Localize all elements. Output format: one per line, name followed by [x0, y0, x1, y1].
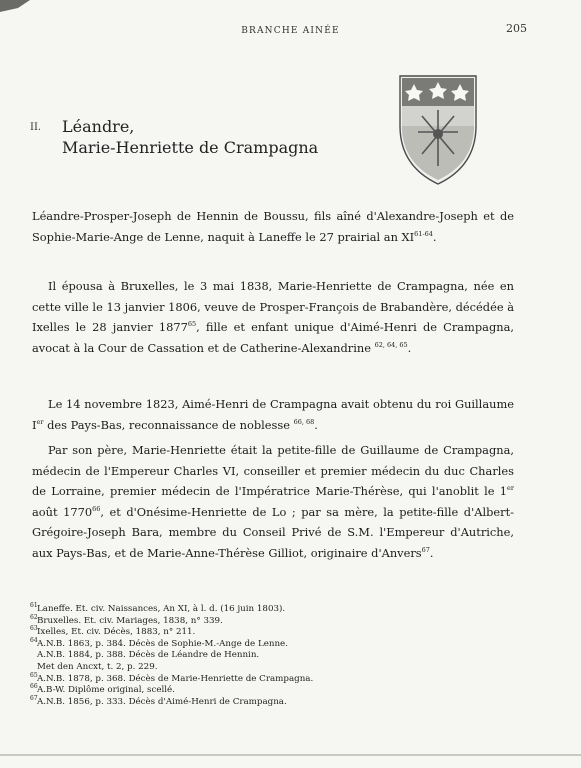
footnote-63: 63Ixelles, Et. civ. Décès, 1883, n° 211.	[30, 625, 196, 638]
coat-of-arms-icon	[398, 74, 478, 186]
running-head: BRANCHE AINÉE	[241, 26, 340, 36]
footnote-ref: 62, 64, 65	[374, 340, 408, 349]
footnote-64: 64A.N.B. 1863, p. 384. Décès de Sophie-M.-Ange de Lenne. A.N.B. 1884, p. 388. Décès de Léandre de Hennin. Met den Ancxt, t. 2, p. 229.	[30, 636, 288, 672]
footnote-62: 62Bruxelles. Et. civ. Mariages, 1838, n° 339.	[30, 613, 223, 626]
footnote-ref: 67	[421, 546, 430, 555]
footnote-61: 61Laneffe. Et. civ. Naissances, An XI, à l. d. (16 juin 1803).	[30, 602, 286, 614]
scan-edge-mark	[0, 0, 30, 14]
paragraph-2: Il épousa à Bruxelles, le 3 mai 1838, Marie-Henriette de Crampagna, née en cette ville le 13 janvier 1806, veuve de Prosper-François de Brabandère, décédée à Ixelles le 28 janvier 1877$^{65}$, fille et enfant unique d'Aimé-Henri de Crampagna, avocat à la Cour de Cassation et de Catherine-Alexandrine $^{62, 64, 65}$.	[32, 279, 514, 355]
footnotes	[30, 604, 530, 708]
paragraph-4: Par son père, Marie-Henriette était la petite-fille de Guillaume de Crampagna, médecin de l'Empereur Charles VI, conseiller et premier médecin du duc Charles de Lorraine, premier médecin de l'Impératrice Marie-Thérèse, qui l'anoblit le 1er août 1770$^{66}$, et d'Onésime-Henriette de Lo ; par sa mère, la petite-fille d'Albert-Grégoire-Joseph Bara, membre du Conseil Privé de S.M. l'Empereur d'Autriche, aux Pays-Bas, et de Marie-Anne-Thérèse Gilliot, originaire d'Anvers$^{67}$.	[32, 443, 514, 560]
heading-line-1: Léandre,	[62, 117, 135, 136]
footnote-67: 67A.N.B. 1856, p. 333. Décès d'Aimé-Henri de Crampagna.	[30, 694, 287, 707]
footnote-ref: 66	[92, 504, 101, 513]
scan-bottom-edge	[0, 754, 581, 756]
footnote-66: 66A.B-W. Diplôme original, scellé.	[30, 683, 175, 696]
section-heading	[62, 116, 318, 158]
footnote-65: 65A.N.B. 1878, p. 368. Décès de Marie-Henriette de Crampagna.	[30, 671, 314, 684]
paragraph-3: Le 14 novembre 1823, Aimé-Henri de Crampagna avait obtenu du roi Guillaume Ier des Pays-Bas, reconnaissance de noblesse $^{66, 68}$.	[32, 397, 514, 432]
section-number: II.	[30, 122, 42, 133]
heading-line-2: Marie-Henriette de Crampagna	[62, 138, 319, 157]
footnote-ref: 61-64	[414, 229, 433, 238]
page-number: 205	[506, 22, 527, 35]
footnote-ref: 65	[187, 320, 197, 329]
paragraph-1: Léandre-Prosper-Joseph de Hennin de Boussu, fils aîné d'Alexandre-Joseph et de Sophie-Marie-Ange de Lenne, naquit à Laneffe le 27 prairial an XI$^{61-64}$.	[32, 209, 514, 244]
footnote-ref: 66, 68	[293, 417, 315, 426]
